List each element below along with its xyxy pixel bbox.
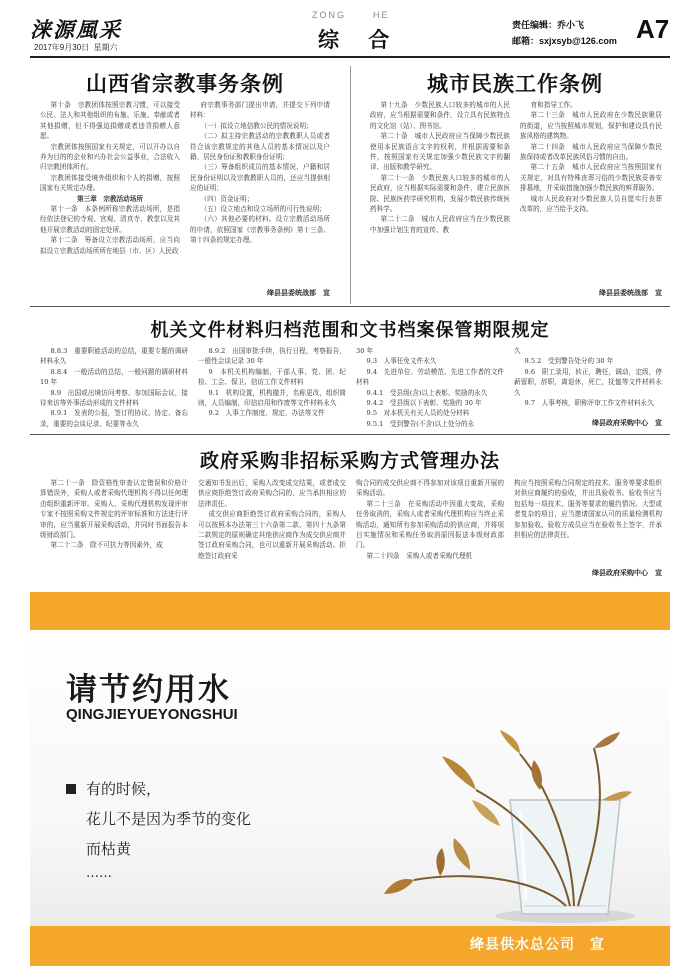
section-roman: ZONG HE: [312, 10, 390, 20]
paragraph: 第十九条 少数民族人口较多的城市的人民政府，应当根据需要和条件，设立具有民族特点的文化馆（站）、图书馆。: [370, 101, 510, 130]
paragraph: 9.1 机构设置，机构撤并，名称更改，组织简则，人员编制，印信启用和作废等文件材料永久: [198, 388, 346, 408]
article1-col2: [190, 100, 330, 246]
paragraph: 9.4.1 受县级(含)以上表彰、奖励的永久: [366, 388, 488, 397]
article4-col3: [356, 478, 504, 561]
editor-email: 邮箱：sxjxsyb@126.com: [512, 36, 617, 46]
paragraph: 第二十一条 除资格性审查认定错误和价格计算错误外，采购人或者采购代理机构不得以任何理由组织重新评审。采购人、采购代理机构发现评审专家不按照采购文件规定的评审标准和方法进行评审的，应当重新开展采购活动，并同时书面报告本级财政部门。: [40, 479, 188, 540]
paragraph: 第十条 宗教团体按照宗教习惯，可以接受公民、法人和其他组织的布施、乐施、奉献或者其他捐赠，但不得强迫捐赠或者违背捐赠人意愿。: [40, 101, 180, 141]
article2-col1: [370, 100, 510, 235]
paragraph: 第二十五条 城市人民政府应当按照国家有关规定，对具有特殊丧葬习俗的少数民族妥善安排墓地，并采取措施加强少数民族的殡葬服务。: [520, 163, 662, 193]
paragraph: 久: [514, 347, 521, 355]
ad-title: 请节约用水: [66, 672, 231, 708]
section-rule: [30, 306, 670, 307]
article3-title: 机关文件材料归档范围和文书档案保管期限规定: [150, 320, 550, 341]
ad-line4: ……: [86, 866, 112, 881]
paragraph: 9.4.2 受县级以下表彰、奖励的 30 年: [366, 399, 482, 408]
paragraph: 9.3 人事任免文件永久: [366, 357, 437, 366]
paragraph: 第二十三条 在采购活动中因重大变故，采购任务取消的，采购人或者采购代理机构应当终止采购活动，通知所有参加采购活动的供应商，并将项目实施情况和采购任务取消原因报送本级财政部门。: [356, 499, 504, 550]
article2-title: 城市民族工作条例: [427, 71, 603, 96]
paragraph: （二）拟主持宗教活动的宗教教职人员或者符合该宗教规定的其他人员的基本情况以及户籍、居民身份证和教职身份证明；: [190, 132, 330, 162]
header-rule: [30, 56, 670, 58]
article4-col2: [198, 478, 346, 561]
article4-signature: 绛县政府采购中心 宣: [592, 568, 662, 577]
paragraph: 第二十四条 城市人民政府应当保障少数民族保持或者改革民族风俗习惯的自由。: [520, 142, 662, 162]
article1-col1: [40, 100, 180, 256]
article2-signature: 绛县县委统战部 宣: [599, 288, 662, 297]
article4-col4: [514, 478, 662, 540]
article4-title: 政府采购非招标采购方式管理办法: [199, 450, 500, 472]
chapter-heading: 第三章 宗教活动场所: [77, 194, 143, 203]
paragraph: 第二十四条 采购人或者采购代理机: [366, 551, 473, 560]
paragraph: 9 本机关机构编制、干部人事、党、团、纪检、工会、保卫、信访工作文件材料: [198, 367, 346, 387]
paragraph: 宗教团体按照国家有关规定，可以开办以自养为目的的企业和兴办社会公益事业，合法收入归宗教团体所有。: [40, 142, 180, 172]
paragraph: 9.5.1 受到警告(不含)以上处分的永: [366, 419, 475, 428]
paragraph: 8.8.3 重要职能活动的总结，重要专题的调研材料永久: [40, 347, 188, 366]
paragraph: （四）资金证明；: [200, 194, 254, 203]
ad-line3: 而枯黄: [86, 840, 132, 858]
ad-sponsor: 绛县供水总公司 宣: [470, 937, 605, 953]
paragraph: 府宗教事务部门提出申请，并提交下列申请材料：: [190, 101, 330, 120]
paragraph: 9.7 人事考核，职称评审工作文件材料永久: [524, 399, 654, 408]
withered-flower-glass-icon: [380, 730, 640, 926]
paragraph: 9.6 职工录用，转正，聘任，调动，定级，停薪留职，辞职，离退休，死亡，抚恤等文件材料永久: [514, 367, 662, 397]
article3-signature: 绛县政府采购中心 宣: [592, 418, 662, 427]
article3-col1: [40, 346, 188, 429]
paragraph: 第十一条 本条例所称宗教活动场所，是指经依法登记的寺观、宫观、清真寺、教堂以及其他开展宗教活动的固定处所。: [40, 205, 180, 234]
article1-title: 山西省宗教事务条例: [86, 71, 284, 96]
paragraph: 30 年: [356, 347, 374, 355]
ad-line1: 有的时候，: [86, 780, 162, 798]
paragraph: 城市人民政府对少数民族人员自愿实行丧葬改革的，应当给予支持。: [520, 194, 662, 214]
paragraph: 9.5 对本机关有关人员的处分材料: [366, 409, 470, 418]
paragraph: 育和指导工作。: [530, 101, 577, 109]
paragraph: 交通知书发出后，采购人改变成交结果，或者成交供应商拒绝签订政府采购合同的，应当承担相应的法律责任。: [198, 479, 346, 508]
column-divider: [350, 66, 351, 304]
paragraph: 第二十二条 城市人民政府应当在少数民族中加强计划生育的宣传、教: [370, 215, 510, 234]
paragraph: （三）筹备组织成员的基本情况、户籍和居民身份证明以及宗教教职人员的，还应当提供相应的证明；: [190, 163, 330, 193]
article2-col2: [520, 100, 662, 214]
paragraph: 构应当按照采购合同规定的技术、服务等要求组织对供应商履约的验收，并出具验收书。验收书应当包括每一项技术、服务等要求的履约情况。大型或者复杂的项目，应当邀请国家认可的质量检测机构参加验收。验收方成员应当在验收书上签字，并承担相应的法律责任。: [514, 479, 662, 540]
section-title: 综 合: [318, 27, 390, 52]
bullet-square-icon: [66, 784, 76, 794]
page-number: A7: [636, 14, 670, 44]
paragraph: （一）拟设立地信教公民的情况说明；: [200, 121, 313, 130]
article3-col3: [356, 346, 504, 429]
ad-top-band: [30, 592, 670, 630]
paragraph: 8.8.4 一般活动的总结，一般问题的调研材料 10 年: [40, 367, 188, 387]
paragraph: 8.9.2 出国审批手续，执行日程，考察报告，一般性会谈记录 30 年: [198, 347, 346, 366]
paragraph: 8.9.1 发表的公报，签订的协议、协定、备忘录，重要的会谈记录、纪要等永久: [40, 409, 188, 428]
paragraph: 8.9 出国或出境访问考察、参加国际会议，接待来访等外事活动形成的文件材料: [40, 388, 188, 408]
paragraph: 购合同的成交供应商不得参加对该项目重新开展的采购活动。: [356, 479, 504, 498]
paragraph: 成交供应商拒绝签订政府采购合同的，采购人可以按照本办法第三十六条第二款、第四十九条第二款规定的原则确定其他供应商作为成交供应商并签订政府采购合同，也可以重新开展采购活动。拒绝签订政府采: [198, 510, 346, 560]
article3-col4: [514, 346, 662, 408]
article3-col2: [198, 346, 346, 419]
section-rule: [30, 434, 670, 435]
article1-signature: 绛县县委统战部 宣: [267, 288, 330, 297]
paragraph: 第十二条 筹备设立宗教活动场所，应当向拟设立宗教活动场所所在地县（市、区）人民政: [40, 236, 180, 255]
masthead: 涞源風采: [30, 17, 122, 42]
paragraph: （六）其他必要的材料。设立宗教活动场所的申请，依照国家《宗教事务条例》第十三条、第十四条的规定办理。: [190, 215, 330, 245]
ad-line2: 花儿不是因为季节的变化: [86, 810, 252, 828]
paragraph: 第二十三条 城市人民政府在少数民族聚居的街道，应当按照城市规划，保护和建设具有民族风格的建筑物。: [520, 111, 662, 141]
paragraph: （五）设立地点和设立场所的可行性说明；: [200, 205, 326, 214]
paragraph: 9.5.2 受到警告处分的 30 年: [524, 357, 614, 366]
editor-name: 责任编辑：乔小飞: [512, 20, 585, 30]
paragraph: 9.2 人事工作制度、规定、办法等文件: [208, 409, 325, 418]
paragraph: 宗教团体接受境外组织和个人的捐赠，按照国家有关规定办理。: [40, 173, 180, 193]
ad-pinyin: QINGJIEYUEYONGSHUI: [66, 706, 238, 723]
issue-date: 2017年9月30日 星期六: [34, 43, 118, 52]
paragraph: 第二十一条 少数民族人口较多的城市的人民政府，应当根据实际需要和条件，建立民族医院、民族医药学研究机构，发展少数民族传统医药科学。: [370, 173, 510, 214]
paragraph: 9.4 先进单位、劳动模范、先进工作者的文件材料: [356, 367, 504, 387]
article4-col1: [40, 478, 188, 551]
paragraph: 第二十二条 除不可抗力等因素外，成: [50, 541, 163, 550]
paragraph: 第二十条 城市人民政府应当保障少数民族使用本民族语言文字的权利，并根据需要和条件，按照国家有关规定加强少数民族文字的翻译、出版和教学研究。: [370, 132, 510, 172]
